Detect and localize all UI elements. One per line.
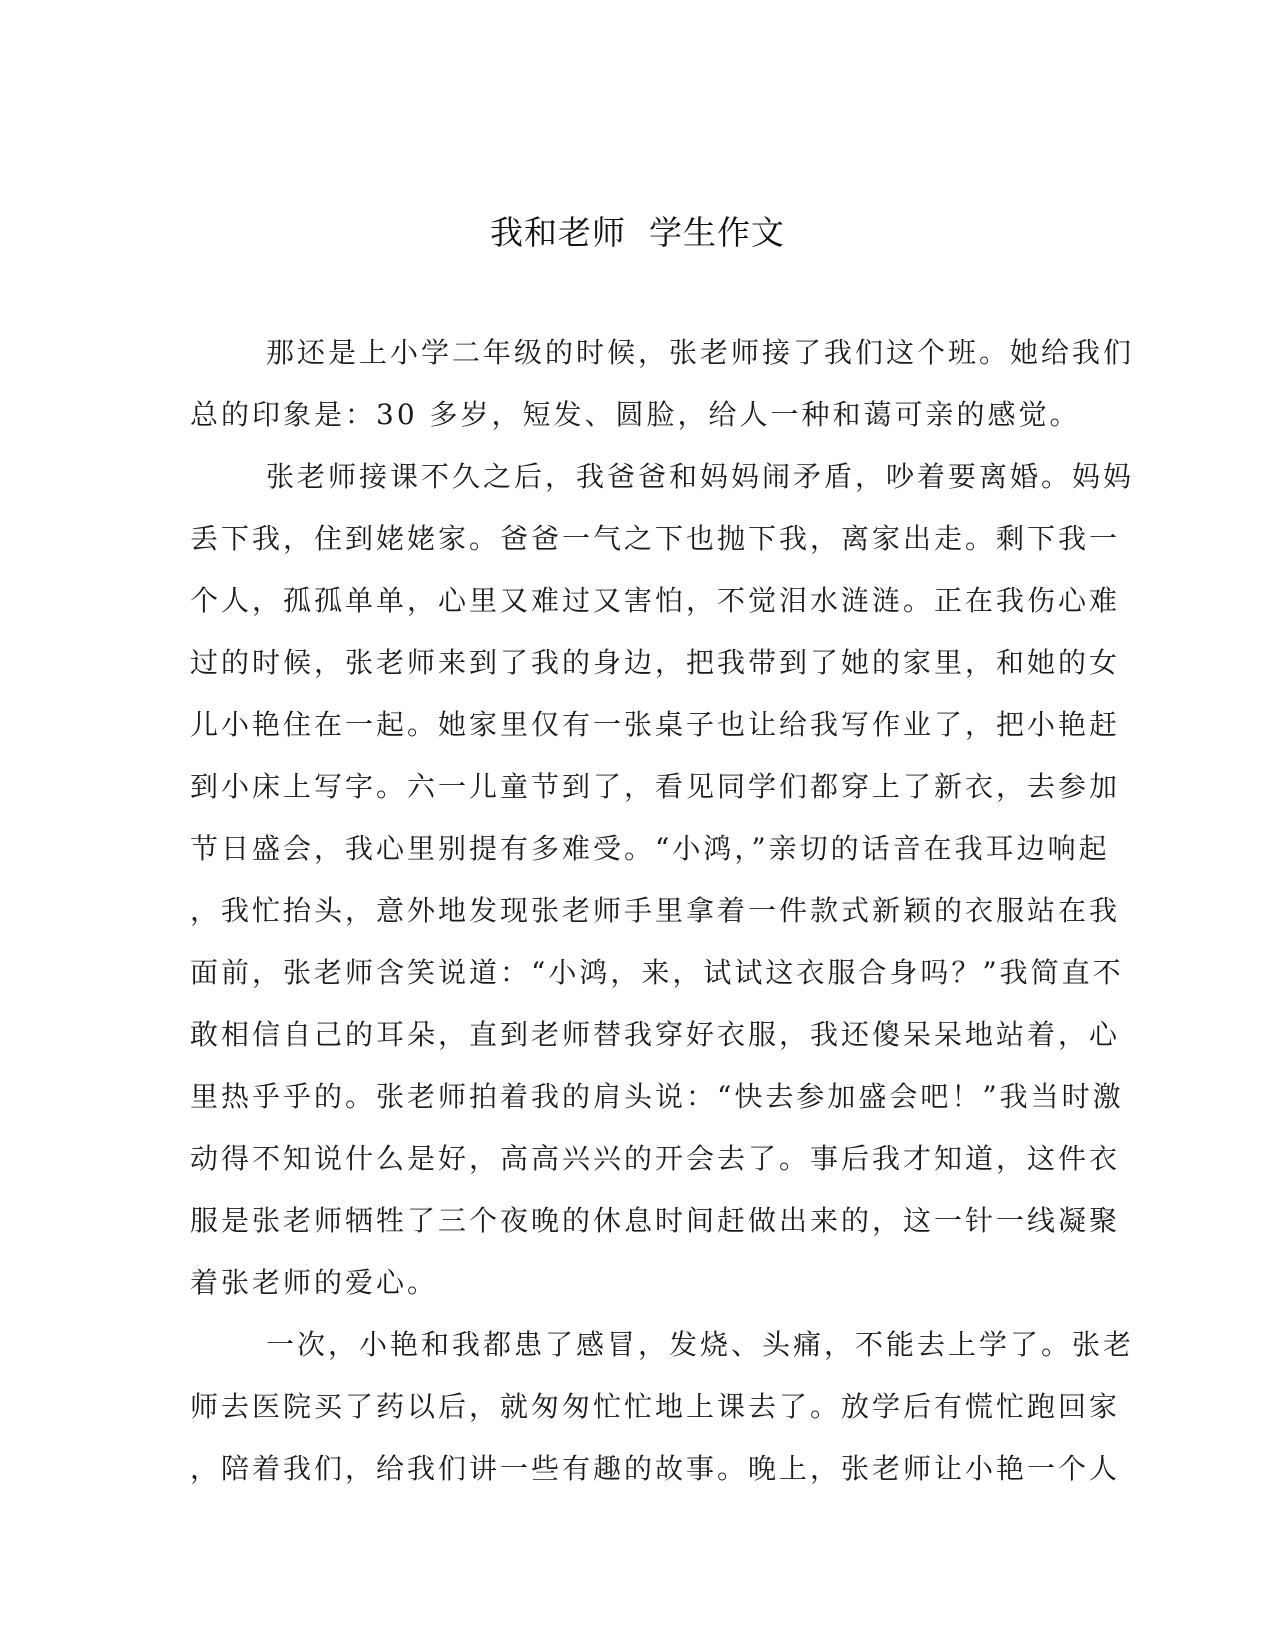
text-line: 面前，张老师含笑说道：“小鸿，来，试试这衣服合身吗？”我简直不 [190,956,1124,989]
text-line: 到小床上写字。六一儿童节到了，看见同学们都穿上了新衣，去参加 [190,770,1121,803]
text-line: 着张老师的爱心。 [190,1266,439,1299]
text-line: 丢下我，住到姥姥家。爸爸一气之下也抛下我，离家出走。剩下我一 [190,522,1121,555]
text-line: 服是张老师牺牲了三个夜晚的休息时间赶做出来的，这一针一线凝聚 [190,1204,1121,1237]
text-line: ，我忙抬头，意外地发现张老师手里拿着一件款式新颖的衣服站在我 [190,894,1121,927]
text-line: 里热乎乎的。张老师拍着我的肩头说：“快去参加盛会吧！”我当时激 [190,1080,1124,1113]
text-line: 个人，孤孤单单，心里又难过又害怕，不觉泪水涟涟。正在我伤心难 [190,584,1121,617]
text-line: 总的印象是：30 多岁，短发、圆脸，给人一种和蔼可亲的感觉。 [190,398,1081,431]
text-line: 节日盛会，我心里别提有多难受。“小鸿，”亲切的话音在我耳边响起 [190,832,1110,865]
text-line: 敢相信自己的耳朵，直到老师替我穿好衣服，我还傻呆呆地站着，心 [190,1018,1121,1051]
document-title: 我和老师 学生作文 [490,213,785,252]
text-line: 师去医院买了药以后，就匆匆忙忙地上课去了。放学后有慌忙跑回家 [190,1390,1121,1423]
text-line: 张老师接课不久之后，我爸爸和妈妈闹矛盾，吵着要离婚。妈妈 [266,460,1135,493]
text-line: 儿小艳住在一起。她家里仅有一张桌子也让给我写作业了，把小艳赶 [190,708,1121,741]
document-body [190,322,1135,1500]
text-line: ，陪着我们，给我们讲一些有趣的故事。晚上，张老师让小艳一个人 [190,1452,1121,1485]
text-line: 动得不知说什么是好，高高兴兴的开会去了。事后我才知道，这件衣 [190,1142,1121,1175]
paragraph-2 [190,446,1135,1314]
text-line: 过的时候，张老师来到了我的身边，把我带到了她的家里，和她的女 [190,646,1121,679]
text-line: 那还是上小学二年级的时候，张老师接了我们这个班。她给我们 [266,336,1135,369]
paragraph-3 [190,1314,1135,1500]
text-line: 一次，小艳和我都患了感冒，发烧、头痛，不能去上学了。张老 [266,1328,1135,1361]
paragraph-1 [190,322,1135,446]
